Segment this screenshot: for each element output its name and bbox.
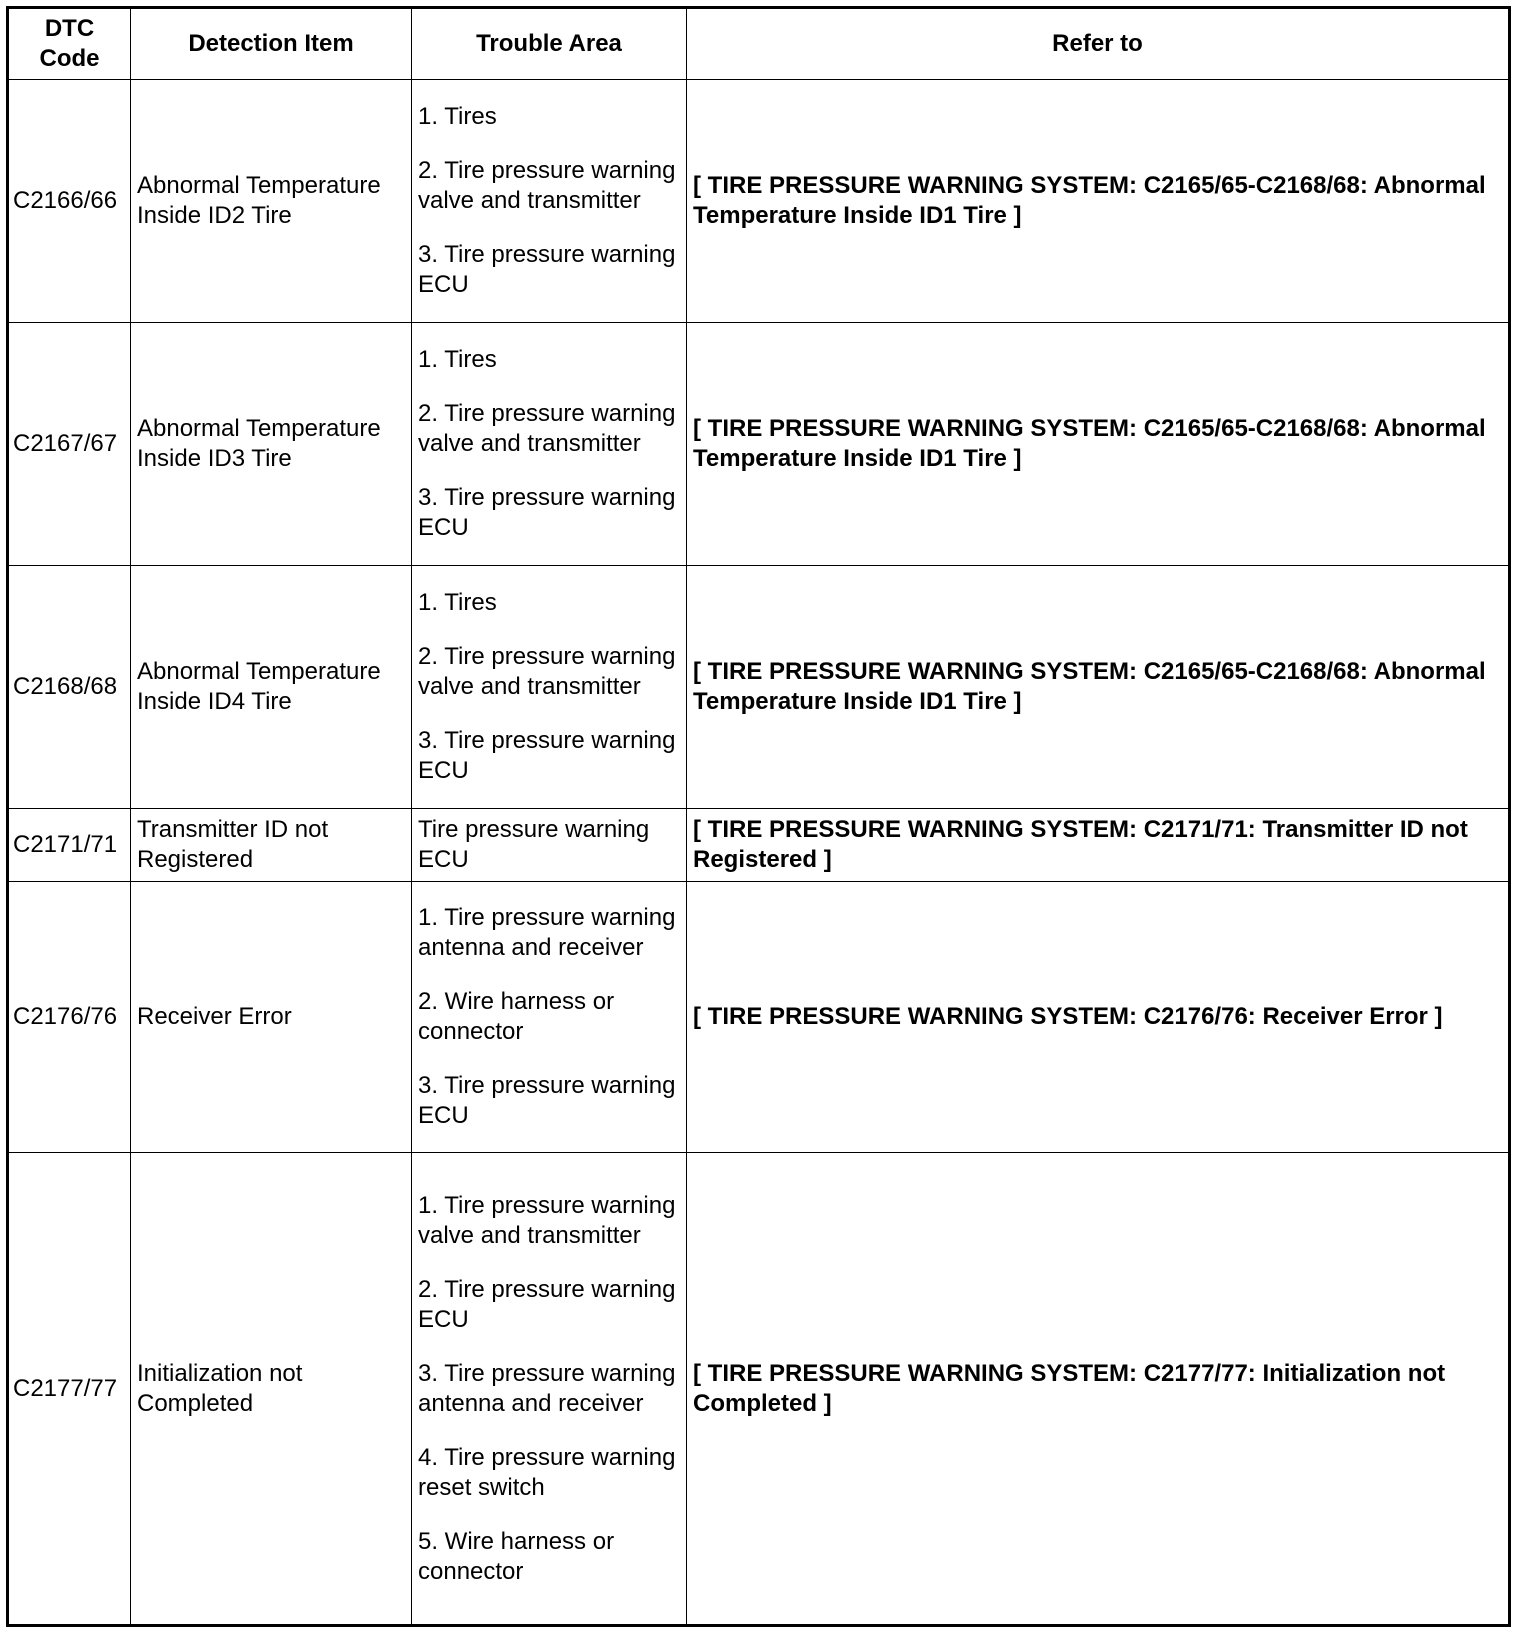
- trouble-area-item: 2. Tire pressure warning valve and transmitter: [418, 157, 676, 214]
- header-row: [8, 8, 1510, 80]
- detection-item-cell: Initialization not Completed: [131, 1153, 412, 1626]
- dtc-code-cell: C2177/77: [8, 1153, 131, 1626]
- detection-item-cell: Receiver Error: [131, 882, 412, 1153]
- trouble-area-item: Tire pressure warning ECU: [418, 816, 650, 873]
- table-row: [8, 809, 1510, 882]
- refer-to-cell: [ TIRE PRESSURE WARNING SYSTEM: C2171/71: Transmitter ID not Registered ]: [687, 809, 1510, 882]
- dtc-code-cell: C2166/66: [8, 80, 131, 323]
- trouble-area-item: 1. Tire pressure warning antenna and receiver: [418, 904, 676, 961]
- trouble-area-item: 2. Wire harness or connector: [418, 988, 615, 1045]
- trouble-area-item: 1. Tires: [418, 346, 497, 373]
- trouble-area-item: 4. Tire pressure warning reset switch: [418, 1443, 676, 1501]
- header-refer-to: Refer to: [687, 8, 1510, 80]
- trouble-area-item: 3. Tire pressure warning ECU: [418, 241, 676, 298]
- table-row: [8, 882, 1510, 1153]
- trouble-area-cell: [412, 809, 687, 882]
- trouble-area-item: 3. Tire pressure warning ECU: [418, 727, 676, 784]
- trouble-area-item: 1. Tires: [418, 589, 497, 616]
- refer-to-cell: [ TIRE PRESSURE WARNING SYSTEM: C2177/77: Initialization not Completed ]: [687, 1153, 1510, 1626]
- refer-to-cell: [ TIRE PRESSURE WARNING SYSTEM: C2165/65-C2168/68: Abnormal Temperature Inside ID1 Tire ]: [687, 566, 1510, 809]
- trouble-area-cell: [412, 882, 687, 1153]
- trouble-area-item: 5. Wire harness or connector: [418, 1527, 615, 1585]
- detection-item-cell: Transmitter ID not Registered: [131, 809, 412, 882]
- trouble-area-item: 1. Tire pressure warning valve and transmitter: [418, 1191, 676, 1249]
- dtc-code-cell: C2176/76: [8, 882, 131, 1153]
- dtc-code-cell: C2167/67: [8, 323, 131, 566]
- dtc-code-cell: C2171/71: [8, 809, 131, 882]
- table-row: [8, 566, 1510, 809]
- trouble-area-item: 2. Tire pressure warning ECU: [418, 1275, 676, 1333]
- header-dtc-code: [8, 8, 131, 80]
- trouble-area-item: 3. Tire pressure warning ECU: [418, 1072, 676, 1129]
- header-trouble-area: Trouble Area: [412, 8, 687, 80]
- refer-to-cell: [ TIRE PRESSURE WARNING SYSTEM: C2176/76: Receiver Error ]: [687, 882, 1510, 1153]
- header-detection-item: Detection Item: [131, 8, 412, 80]
- detection-item-cell: Abnormal Temperature Inside ID3 Tire: [131, 323, 412, 566]
- trouble-area-cell: [412, 80, 687, 323]
- dtc-code-cell: C2168/68: [8, 566, 131, 809]
- trouble-area-cell: [412, 566, 687, 809]
- header-dtc-line1: DTC: [44, 15, 95, 42]
- trouble-area-item: 1. Tires: [418, 103, 497, 130]
- header-dtc-line2: Code: [39, 45, 100, 72]
- trouble-area-item: 3. Tire pressure warning ECU: [418, 484, 676, 541]
- trouble-area-item: 3. Tire pressure warning antenna and receiver: [418, 1359, 676, 1417]
- dtc-table: [6, 6, 1511, 1627]
- detection-item-cell: Abnormal Temperature Inside ID4 Tire: [131, 566, 412, 809]
- table-row: [8, 323, 1510, 566]
- refer-to-cell: [ TIRE PRESSURE WARNING SYSTEM: C2165/65-C2168/68: Abnormal Temperature Inside ID1 Tire ]: [687, 80, 1510, 323]
- refer-to-cell: [ TIRE PRESSURE WARNING SYSTEM: C2165/65-C2168/68: Abnormal Temperature Inside ID1 Tire ]: [687, 323, 1510, 566]
- trouble-area-cell: [412, 1153, 687, 1626]
- table-row: [8, 1153, 1510, 1626]
- trouble-area-item: 2. Tire pressure warning valve and transmitter: [418, 643, 676, 700]
- trouble-area-item: 2. Tire pressure warning valve and transmitter: [418, 400, 676, 457]
- detection-item-cell: Abnormal Temperature Inside ID2 Tire: [131, 80, 412, 323]
- table-row: [8, 80, 1510, 323]
- trouble-area-cell: [412, 323, 687, 566]
